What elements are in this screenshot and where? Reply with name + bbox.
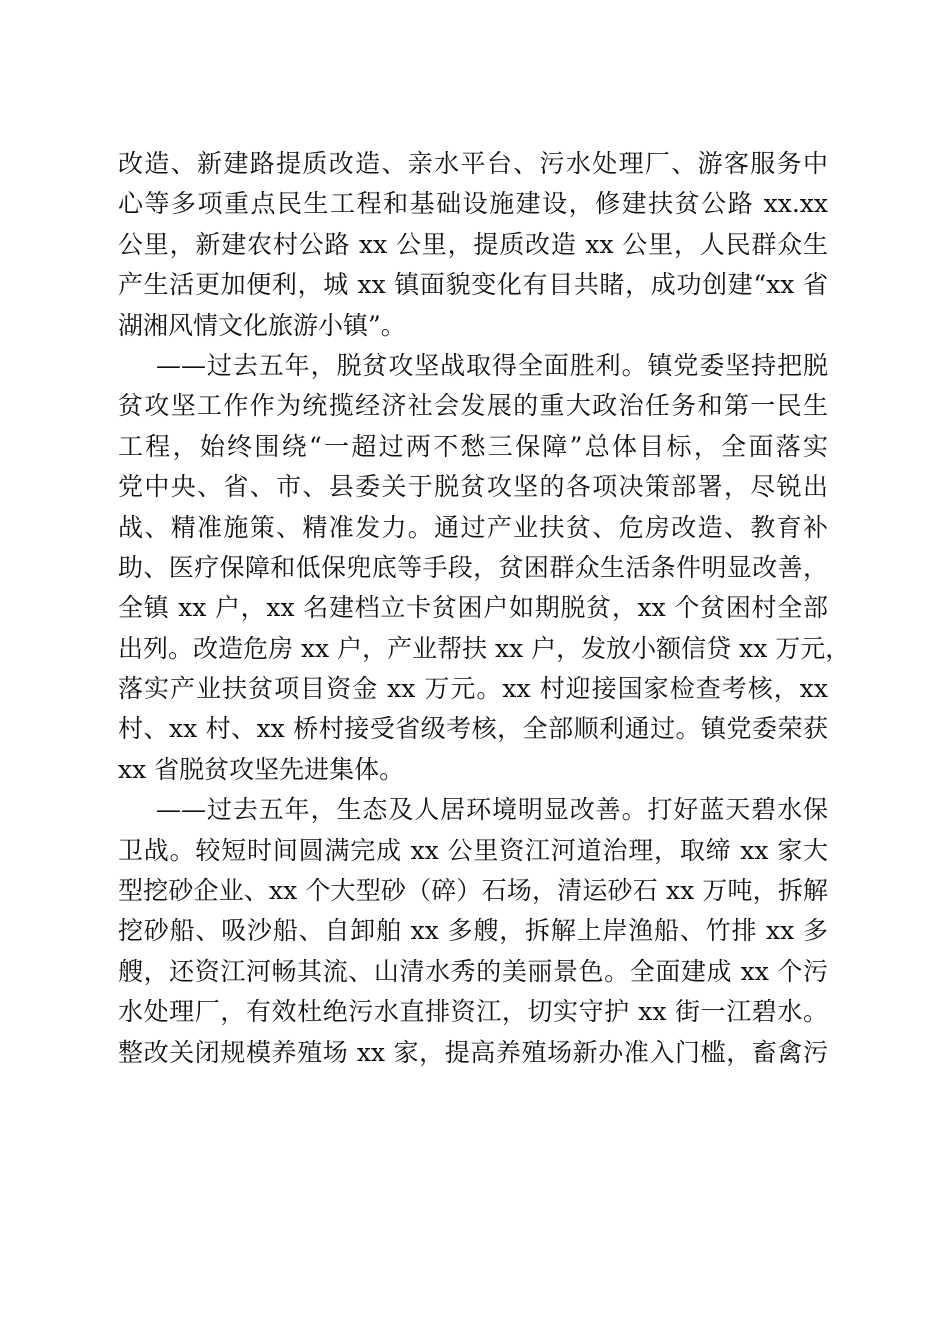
text-line: 整改关闭规模养殖场 xx 家，提高养殖场新办准入门槛，畜禽污 bbox=[118, 1037, 828, 1067]
text-line: 湖湘风情文化旅游小镇”。 bbox=[118, 310, 406, 340]
text-line: 助、医疗保障和低保兜底等手段，贫困群众生活条件明显改善， bbox=[118, 552, 828, 582]
text-line: 心等多项重点民生工程和基础设施建设，修建扶贫公路 xx.xx bbox=[118, 189, 828, 219]
text-line: 挖砂船、吸沙船、自卸舶 xx 多艘，拆解上岸渔船、竹排 xx 多 bbox=[118, 916, 828, 946]
text-line: 艘，还资江河畅其流、山清水秀的美丽景色。全面建成 xx 个污 bbox=[118, 956, 828, 986]
text-line: 出列。改造危房 xx 户，产业帮扶 xx 户，发放小额信贷 xx 万元， bbox=[118, 633, 851, 663]
text-line: 公里，新建农村公路 xx 公里，提质改造 xx 公里，人民群众生 bbox=[118, 229, 828, 259]
text-line: 改造、新建路提质改造、亲水平台、污水处理厂、游客服务中 bbox=[118, 149, 828, 178]
text-line: 战、精准施策、精准发力。通过产业扶贫、危房改造、教育补 bbox=[118, 512, 828, 542]
text-line: xx 省脱贫攻坚先进集体。 bbox=[118, 754, 405, 784]
text-line: 水处理厂，有效杜绝污水直排资江，切实守护 xx 街一江碧水。 bbox=[118, 997, 828, 1027]
text-line: 产生活更加便利，城 xx 镇面貌变化有目共睹，成功创建“xx 省 bbox=[118, 270, 828, 300]
text-line: 卫战。较短时间圆满完成 xx 公里资江河道治理，取缔 xx 家大 bbox=[118, 835, 828, 865]
text-line: ——过去五年，生态及人居环境明显改善。打好蓝天碧水保 bbox=[156, 795, 828, 825]
text-line: ——过去五年，脱贫攻坚战取得全面胜利。镇党委坚持把脱 bbox=[156, 350, 828, 380]
text-line: 全镇 xx 户，xx 名建档立卡贫困户如期脱贫，xx 个贫困村全部 bbox=[118, 593, 828, 623]
body-text bbox=[118, 144, 851, 1073]
text-line: 贫攻坚工作作为统揽经济社会发展的重大政治任务和第一民生 bbox=[118, 391, 828, 421]
text-line: 工程，始终围绕“一超过两不愁三保障”总体目标，全面落实 bbox=[118, 431, 828, 461]
text-line: 村、xx 村、xx 桥村接受省级考核，全部顺利通过。镇党委荣获 bbox=[118, 714, 828, 744]
text-line: 型挖砂企业、xx 个大型砂（碎）石场，清运砂石 xx 万吨，拆解 bbox=[118, 876, 828, 906]
text-line: 党中央、省、市、县委关于脱贫攻坚的各项决策部署，尽锐出 bbox=[118, 472, 828, 502]
text-line: 落实产业扶贫项目资金 xx 万元。xx 村迎接国家检查考核，xx bbox=[118, 674, 828, 704]
